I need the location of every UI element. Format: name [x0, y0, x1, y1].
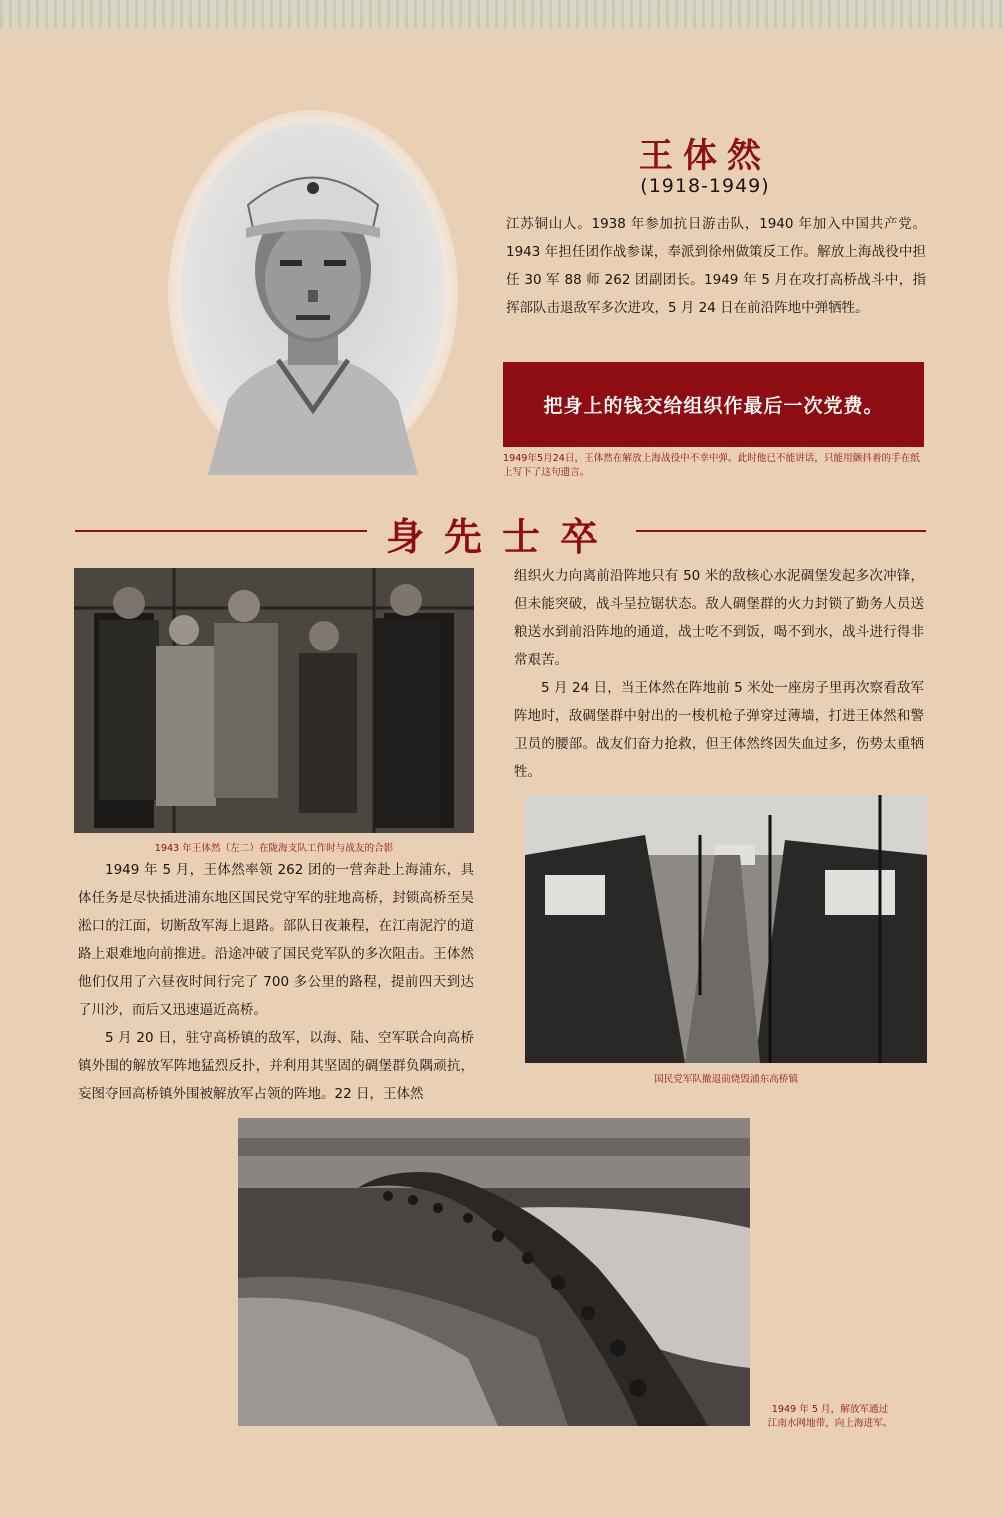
left-paragraph-1: 1949 年 5 月，王体然率领 262 团的一营奔赴上海浦东，具体任务是尽快插进浦东地区国民党守军的驻地高桥，封锁高桥至吴淞口的江面，切断敌军海上退路。部队日夜兼程，在江南泥泞的道路上艰难地向前推进。沿途冲破了国民党军队的多次阻击。王体然他们仅用了六昼夜时间行完了 700 多公里的路程，提前四天到达了川沙，而后又迅速逼近高桥。	[78, 862, 474, 1018]
left-paragraph-2: 5 月 20 日，驻守高桥镇的敌军，以海、陆、空军联合向高桥镇外围的解放军阵地猛烈反扑，并利用其坚固的碉堡群负隅顽抗，妄图夺回高桥镇外围被解放军占领的阵地。22 日，王体然	[78, 1030, 474, 1102]
group-photo-caption: 1943 年王体然（左二）在陇海支队工作时与战友的合影	[154, 843, 394, 854]
army-march-caption	[760, 1403, 900, 1431]
group-photo	[74, 568, 474, 833]
army-march-photo	[238, 1118, 750, 1426]
army-march-caption-line-1: 1949 年 5 月，解放军通过	[771, 1404, 889, 1415]
quote-caption: 1949年5月24日，王体然在解放上海战役中不幸中弹。此时他已不能讲话，只能用颤抖着的手在纸上写下了这句遗言。	[503, 453, 920, 478]
last-words-quote	[503, 362, 924, 447]
section-divider-left	[75, 530, 367, 532]
burned-town-caption: 国民党军队撤退前烧毁浦东高桥镇	[654, 1074, 798, 1085]
person-name: 王体然	[639, 136, 771, 176]
life-years: (1918-1949)	[640, 175, 770, 197]
right-narrative	[514, 562, 924, 786]
biography-text: 江苏铜山人。1938 年参加抗日游击队，1940 年加入中国共产党。1943 年担任团作战参谋，奉派到徐州做策反工作。解放上海战役中担任 30 军 88 师 262 团副团长。1949 年 5 月在攻打高桥战斗中，指挥部队击退敌军多次进攻，5 月 24 日在前沿阵地中弹牺牲。	[506, 216, 926, 316]
portrait-photo	[168, 110, 458, 475]
left-narrative	[78, 856, 474, 1108]
top-decorative-band	[0, 0, 1004, 42]
quote-text: 把身上的钱交给组织作最后一次党费。	[543, 395, 884, 417]
army-march-caption-line-2: 江南水网地带，向上海进军。	[767, 1418, 893, 1429]
right-paragraph-2: 5 月 24 日，当王体然在阵地前 5 米处一座房子里再次察看敌军阵地时，敌碉堡群中射出的一梭机枪子弹穿过薄墙，打进王体然和警卫员的腰部。战友们奋力抢救，但王体然终因失血过多，伤势太重牺牲。	[514, 680, 924, 780]
portrait-vignette	[168, 110, 458, 475]
burned-town-photo	[525, 795, 927, 1063]
right-paragraph-1: 组织火力向离前沿阵地只有 50 米的敌核心水泥碉堡发起多次冲锋，但未能突破，战斗呈拉锯状态。敌人碉堡群的火力封锁了勤务人员送粮送水到前沿阵地的通道，战士吃不到饭，喝不到水，战斗进行得非常艰苦。	[514, 568, 924, 668]
section-title: 身先士卒	[385, 515, 618, 559]
section-divider-right	[636, 530, 926, 532]
